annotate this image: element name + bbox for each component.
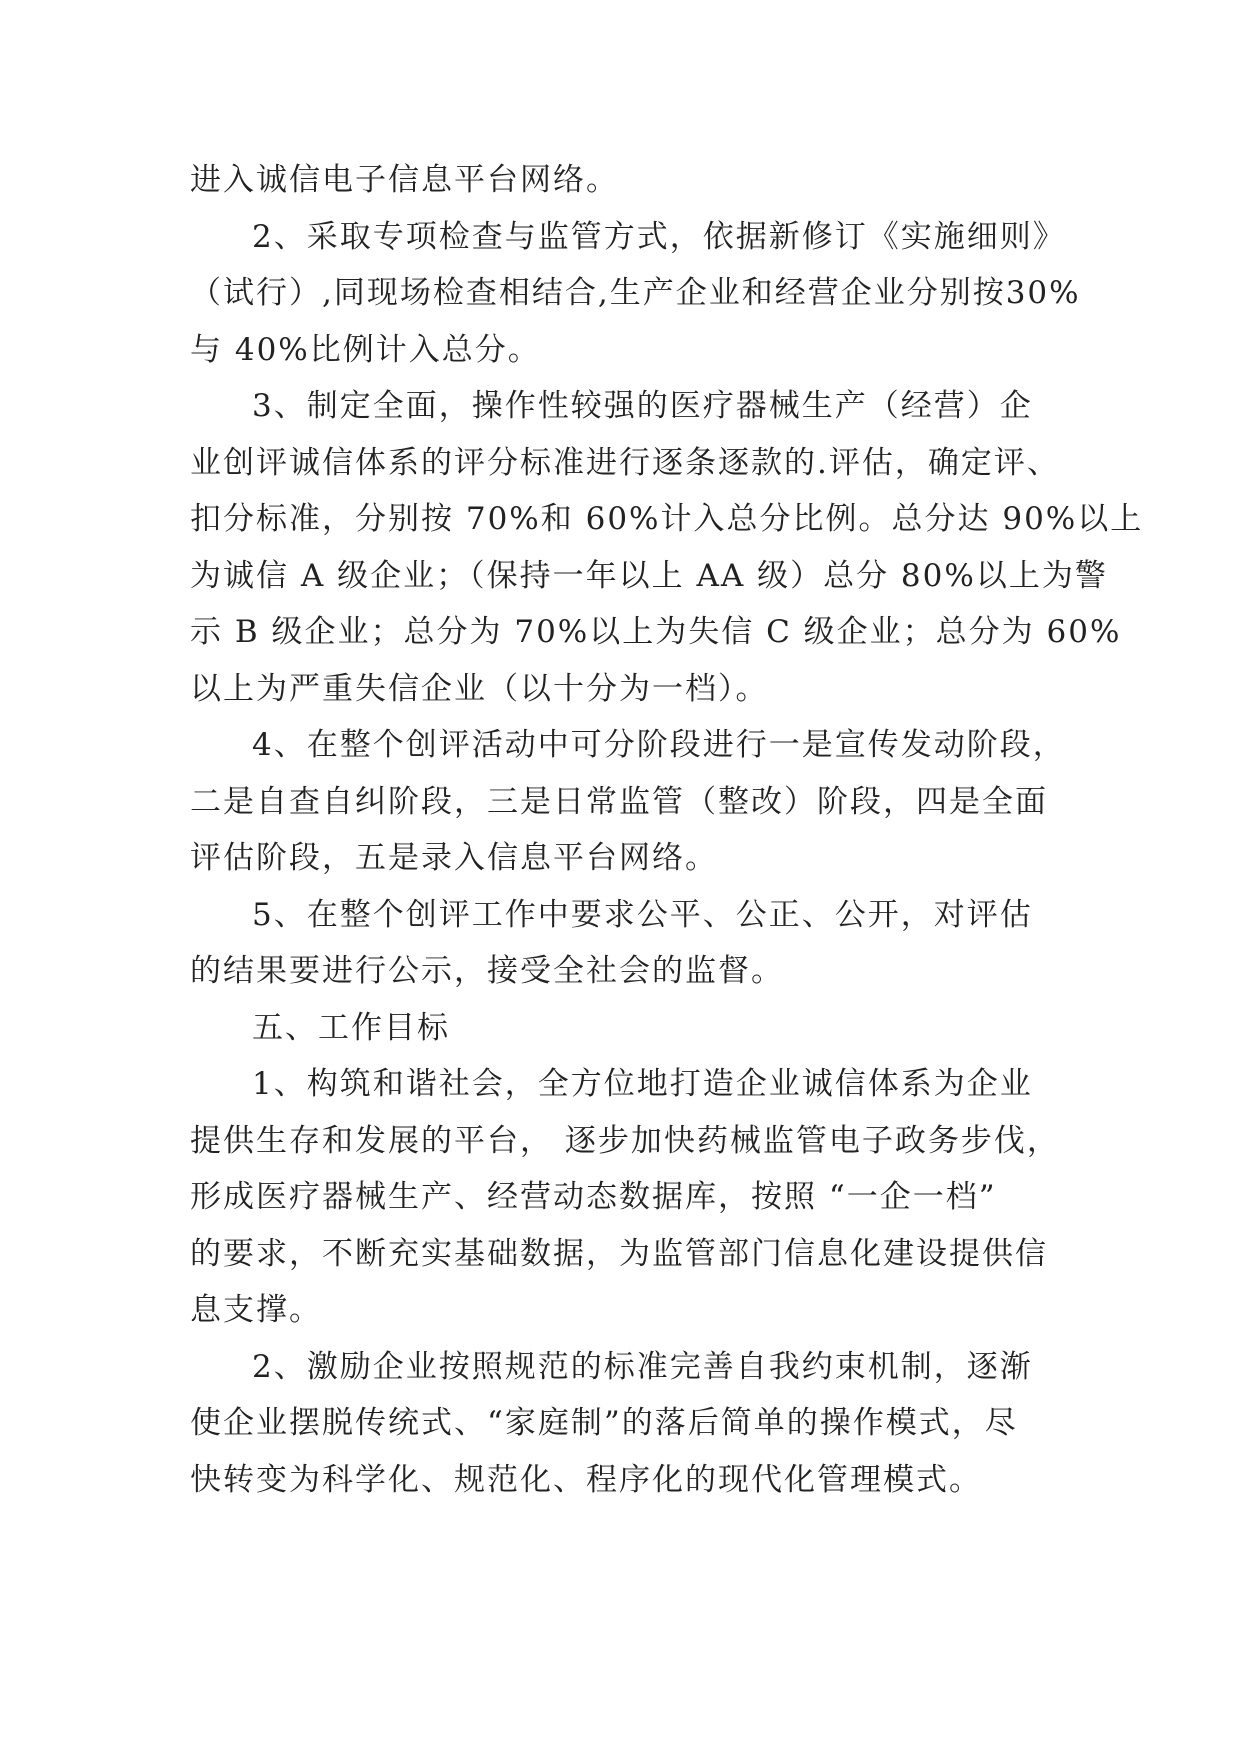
text-line: 4、在整个创评活动中可分阶段进行一是宣传发动阶段， (252, 727, 1066, 763)
text-line: 1、构筑和谐社会，全方位地打造企业诚信体系为企业 (252, 1066, 1033, 1102)
text-line: 进入诚信电子信息平台网络。 (190, 162, 619, 198)
text-line: （试行）,同现场检查相结合,生产企业和经营企业分别按30% (190, 275, 1081, 311)
text-line: 息支撑。 (190, 1292, 322, 1328)
text-line: 业创评诚信体系的评分标准进行逐条逐款的.评估，确定评、 (190, 444, 1060, 481)
text-line: 提供生存和发展的平台， 逐步加快药械监管电子政务步伐， (190, 1122, 1060, 1159)
text-line: 的结果要进行公示，接受全社会的监督。 (190, 953, 784, 989)
text-line: 与 40%比例计入总分。 (190, 331, 541, 368)
text-line: 5、在整个创评工作中要求公平、公正、公开，对评估 (252, 896, 1033, 933)
section-heading: 五、工作目标 (252, 1009, 450, 1046)
text-line: 形成医疗器械生产、经营动态数据库，按照 “一企一档” (190, 1179, 997, 1215)
document-body (190, 152, 1144, 1508)
text-line: 快转变为科学化、规范化、程序化的现代化管理模式。 (190, 1461, 982, 1498)
text-line: 3、制定全面，操作性较强的医疗器械生产（经营）企 (252, 388, 1033, 424)
text-line: 示 B 级企业；总分为 70%以上为失信 C 级企业；总分为 60% (190, 614, 1122, 650)
text-line: 使企业摆脱传统式、“家庭制”的落后简单的操作模式，尽 (190, 1405, 1018, 1441)
text-line: 为诚信 A 级企业；（保持一年以上 AA 级）总分 80%以上为警 (190, 557, 1108, 594)
text-line: 2、采取专项检查与监管方式，依据新修订《实施细则》 (252, 218, 1066, 255)
text-line: 扣分标准，分别按 70%和 60%计入总分比例。总分达 90%以上 (190, 501, 1144, 537)
text-line: 评估阶段，五是录入信息平台网络。 (190, 840, 718, 876)
text-line: 二是自查自纠阶段，三是日常监管（整改）阶段，四是全面 (190, 783, 1048, 820)
text-line: 2、激励企业按照规范的标准完善自我约束机制，逐渐 (252, 1348, 1033, 1385)
text-line: 以上为严重失信企业（以十分为一档）。 (190, 670, 769, 707)
text-line: 的要求，不断充实基础数据，为监管部门信息化建设提供信 (190, 1235, 1048, 1272)
